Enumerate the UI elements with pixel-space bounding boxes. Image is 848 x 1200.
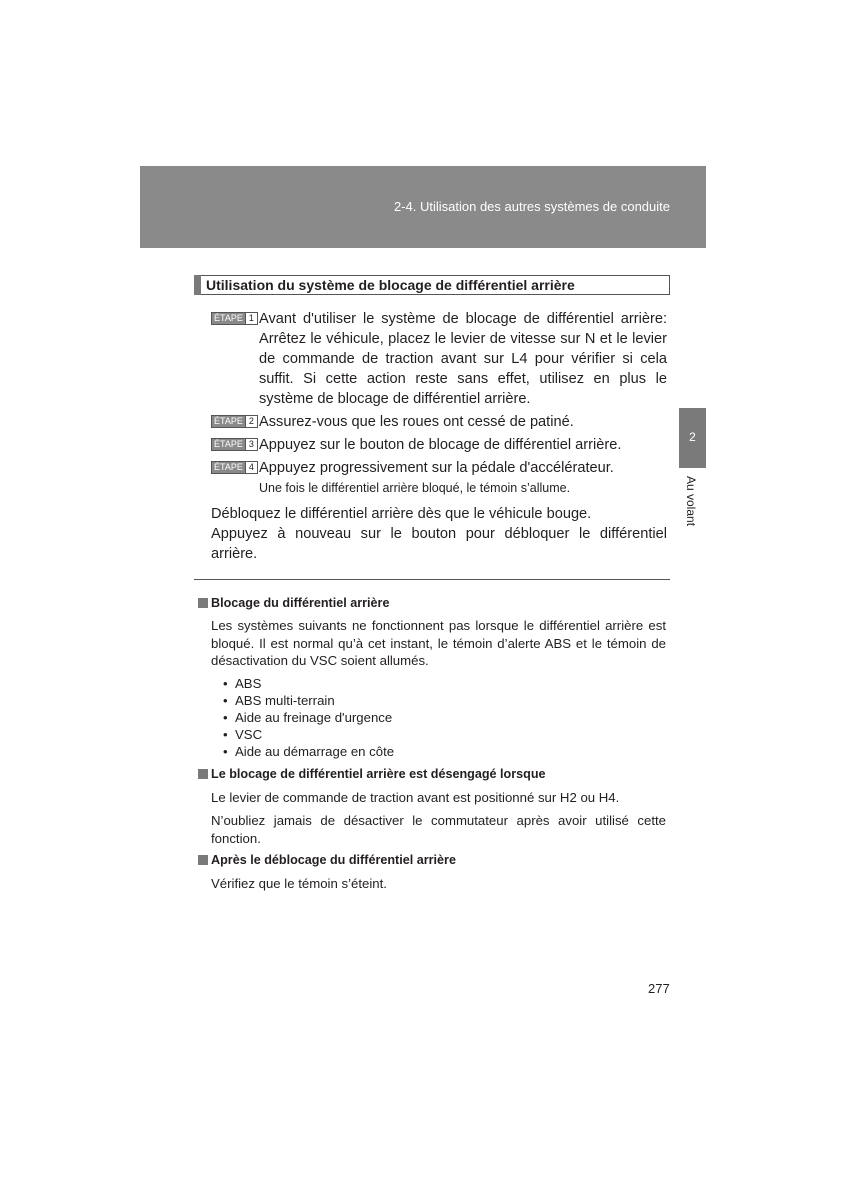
list-item: • Aide au freinage d'urgence <box>223 709 394 726</box>
chapter-header <box>140 166 706 248</box>
step-4-note: Une fois le différentiel arrière bloqué, le témoin s’allume. <box>259 481 571 495</box>
disabled-systems-list <box>223 675 394 760</box>
note-heading: Après le déblocage du différentiel arrière <box>198 853 456 867</box>
section-title: Utilisation du système de blocage de différentiel arrière <box>206 277 575 293</box>
divider <box>194 579 670 580</box>
note-body: Vérifiez que le témoin s’éteint. <box>211 876 387 891</box>
chapter-title: 2-4. Utilisation des autres systèmes de conduite <box>393 199 670 214</box>
list-item: • VSC <box>223 726 394 743</box>
note-body: N’oubliez jamais de désactiver le commutateur après avoir utilisé cette fonction. <box>211 813 666 846</box>
step-text: Assurez-vous que les roues ont cessé de patiné. <box>259 414 574 430</box>
step-badge: ÉTAPE 4 <box>211 461 258 474</box>
step-text: Avant d'utiliser le système de blocage de différentiel arrière: Arrêtez le véhicule, placez le levier de vitesse sur N et le levier de commande de traction avant sur L4 pour vérifier si cela suffit. Si cette action reste sans effet, utilisez en plus le système de blocage de différentiel arrière. <box>259 311 667 407</box>
section-heading-bar <box>194 275 201 295</box>
list-item: • ABS <box>223 675 394 692</box>
section-heading <box>194 275 670 295</box>
chapter-tab-label: Au volant <box>684 476 698 527</box>
note-body: Les systèmes suivants ne fonctionnent pas lorsque le différentiel arrière est bloqué. Il est normal qu’à cet instant, le témoin d’alerte ABS et le témoin de désactivation du VSC soient allumés. <box>211 618 666 668</box>
step-badge: ÉTAPE 3 <box>211 438 258 451</box>
square-bullet-icon <box>198 598 208 608</box>
square-bullet-icon <box>198 769 208 779</box>
step-badge: ÉTAPE 1 <box>211 312 258 325</box>
square-bullet-icon <box>198 855 208 865</box>
step-1 <box>211 309 667 409</box>
step-4 <box>211 458 667 478</box>
page-number: 277 <box>648 981 670 996</box>
chapter-tab: 2 <box>679 408 706 468</box>
paragraph-unlock: Débloquez le différentiel arrière dès que le véhicule bouge. <box>211 506 592 522</box>
step-2 <box>211 412 667 432</box>
step-text: Appuyez progressivement sur la pédale d'accélérateur. <box>259 460 614 476</box>
note-heading: Le blocage de différentiel arrière est désengagé lorsque <box>198 767 546 781</box>
step-badge: ÉTAPE 2 <box>211 415 258 428</box>
paragraph-press-again: Appuyez à nouveau sur le bouton pour débloquer le différentiel arrière. <box>211 526 667 562</box>
step-3 <box>211 435 667 455</box>
list-item: • ABS multi-terrain <box>223 692 394 709</box>
step-text: Appuyez sur le bouton de blocage de différentiel arrière. <box>259 437 622 453</box>
note-body: Le levier de commande de traction avant est positionné sur H2 ou H4. <box>211 790 620 805</box>
note-heading: Blocage du différentiel arrière <box>198 596 389 610</box>
list-item: • Aide au démarrage en côte <box>223 743 394 760</box>
